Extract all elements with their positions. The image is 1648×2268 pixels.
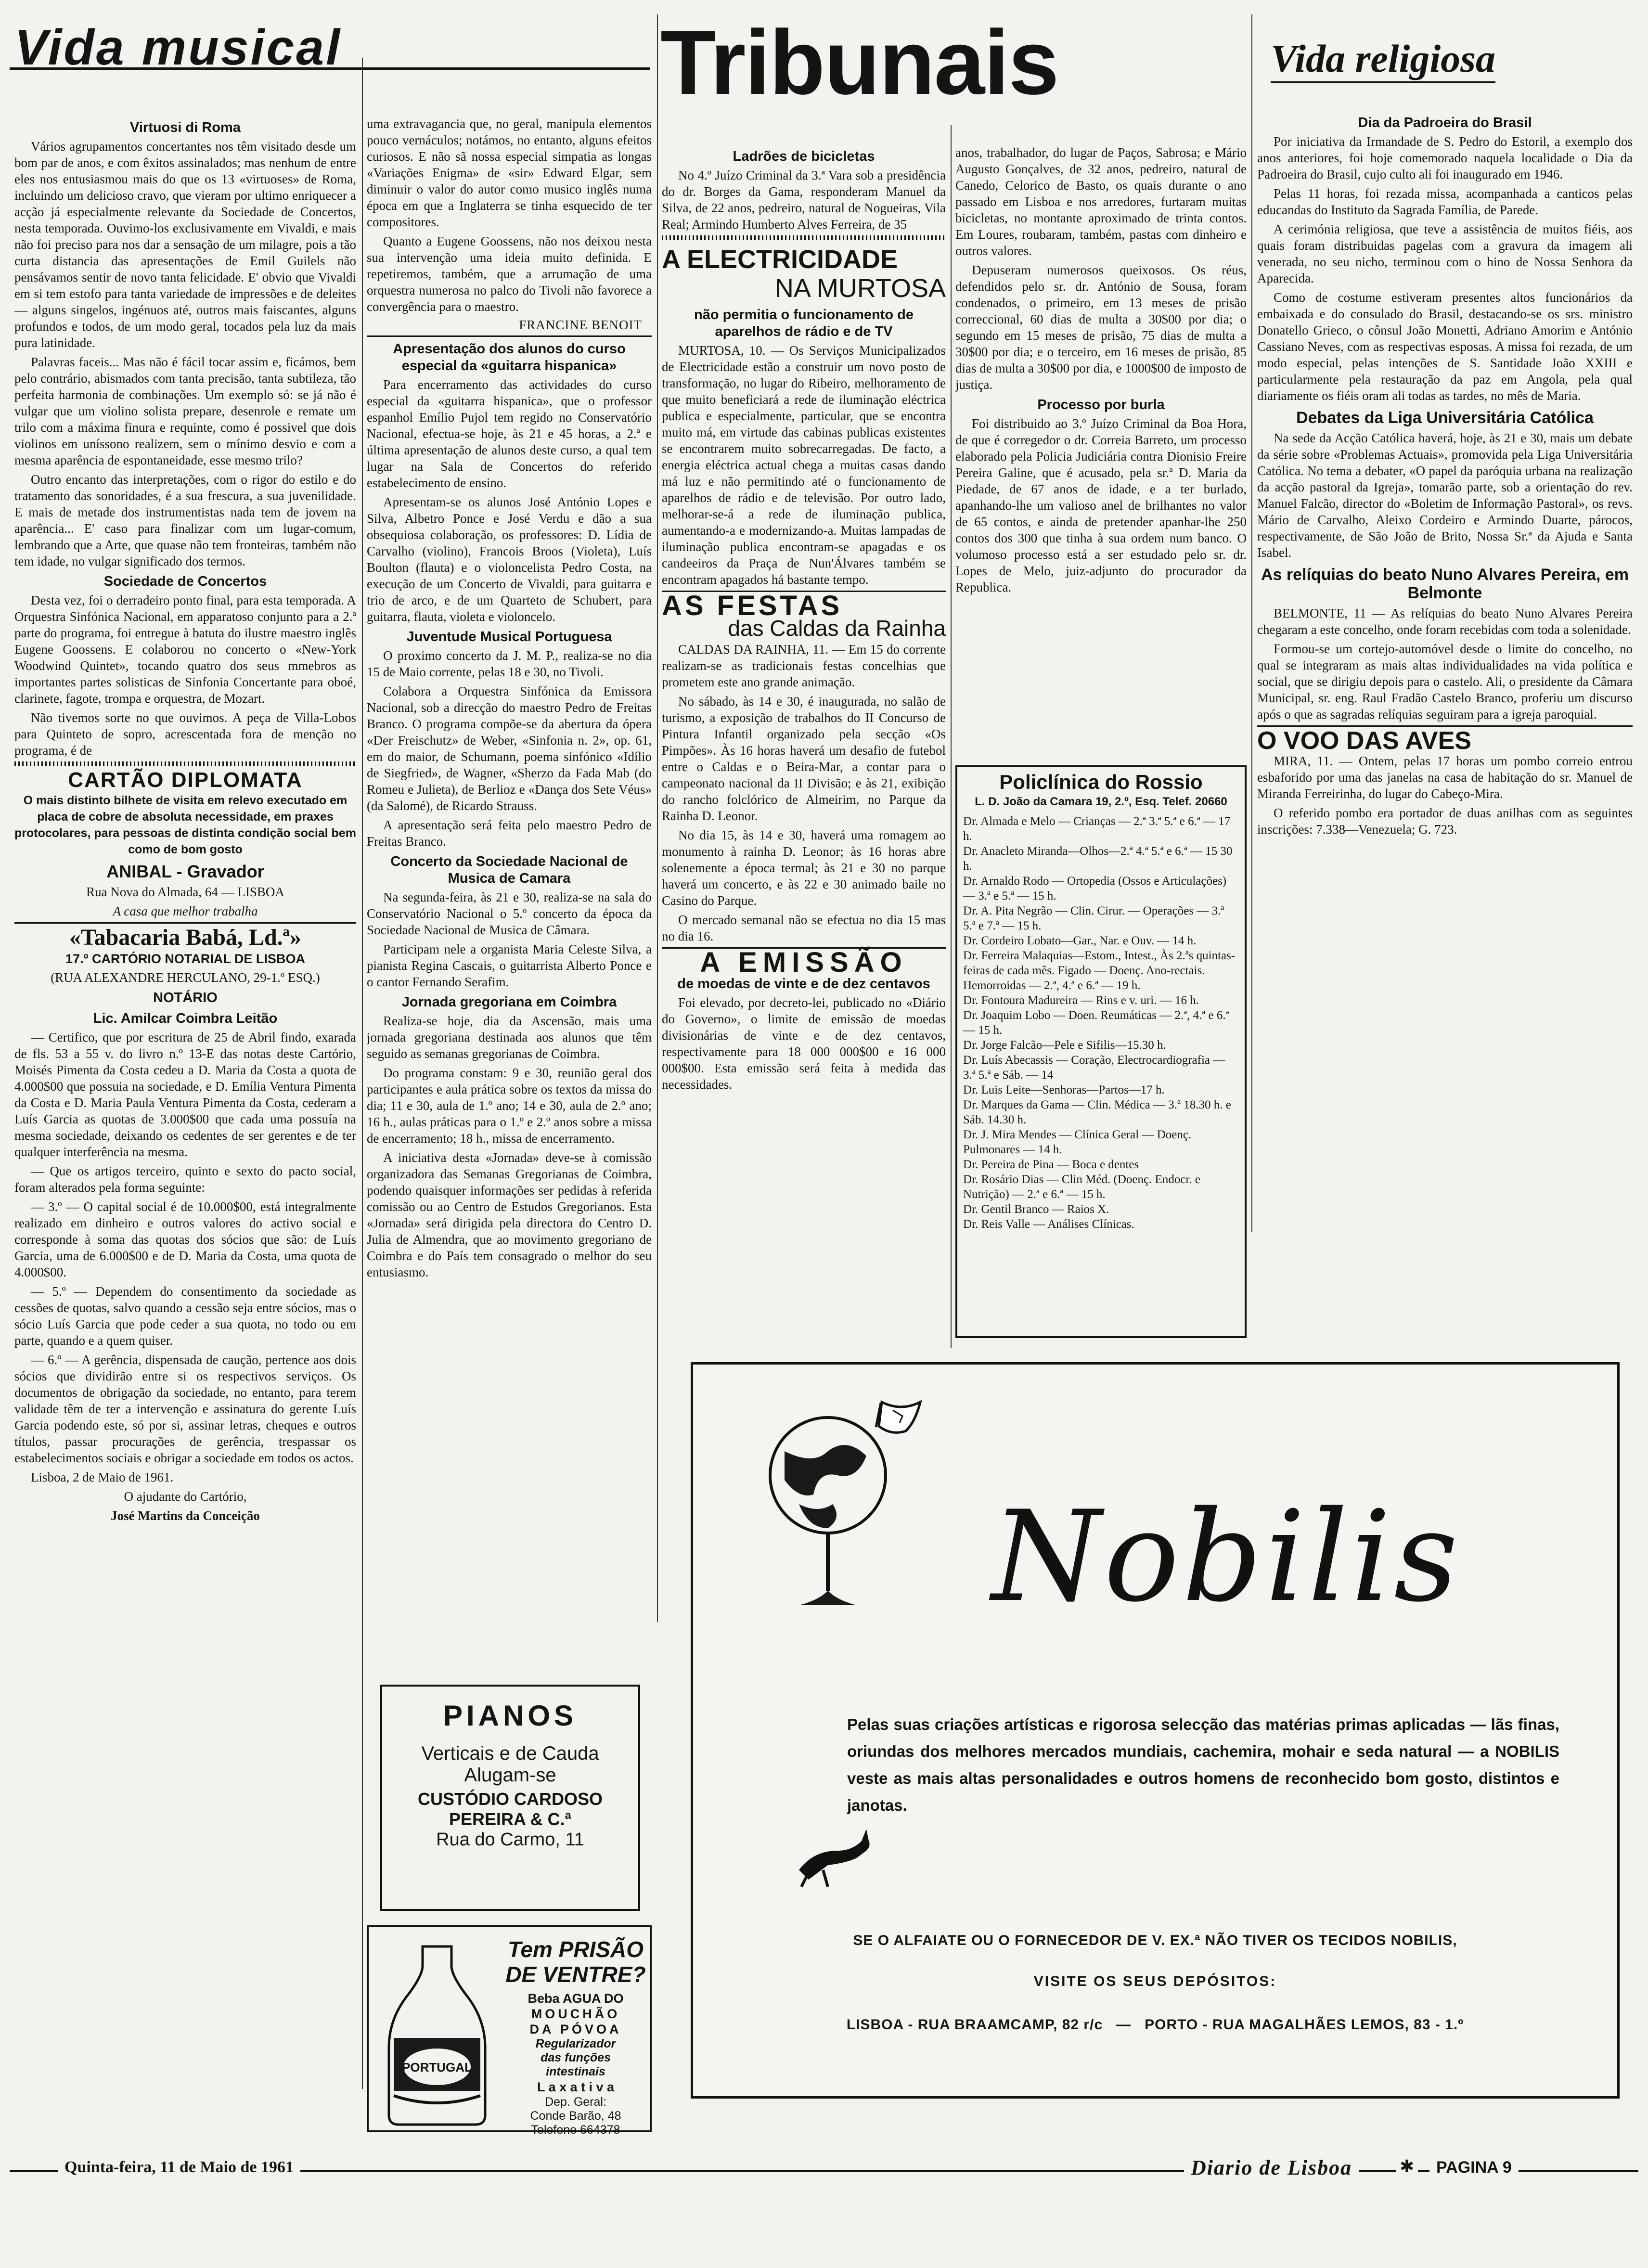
- column-vida-musical-1: [14, 116, 356, 2123]
- paragraph: uma extravagancia que, no geral, manipula elementos pouco vernáculos; notámos, no entanto, alguns efeitos curiosos. E não sã nossa especial simpatia as longas «Variações Enigma» de «sir» Edward Elgar, sem diminuir o valor do autor como musico inglês numa época em que a Inglaterra se tinha esquecido de ter compositores.: [367, 116, 652, 229]
- column-rule: [1251, 14, 1252, 1232]
- paragraph: O mercado semanal não se efectua no dia 15 mas no dia 16.: [662, 913, 946, 943]
- column-rule: [362, 58, 363, 2089]
- paragraph: Foi distribuido ao 3.º Juízo Criminal da Boa Hora, de que é corregedor o dr. Correia Barreto, um processo elaborado pela Policia Judiciária contra Dionisio Freire Pereira Galine, que é acusado, pela sr.ª D. Maria da Piedade, de 67 anos de idade, e a ter burlado, apanhando-lhe um valioso anel de brilhantes no valor de 65 contos, e ainda de pretender apanhar-lhe 250 contos dos 300 que tinha à sua ordem num banco. O volumoso processo está a ser estudado pelo sr. dr. Lopes de Melo, juiz-adjunto do procurador da Republica.: [955, 416, 1247, 594]
- divider: [662, 235, 946, 240]
- heading-jornada: Jornada gregoriana em Coimbra: [401, 994, 617, 1010]
- heading-virtuosi: Virtuosi di Roma: [130, 120, 241, 135]
- ad-agua-line: Regularizador: [535, 2037, 616, 2050]
- paragraph: — Certifico, que por escritura de 25 de Abril findo, exarada de fls. 53 a 55 v. do livro n.º 13-E das notas deste Cartório, Moisés Pimenta da Costa cedeu a D. Maria da Costa a quota de 4.000$00 que possuia na sociedade, e D. Emília Ventura Pimenta da Costa e D. Maria Paula Ventura Pimenta da Costa, cederam a Luís Garcia as quotas de 3.000$00 que cada uma possuía na mesma sociedade, deixando os cedentes de ser gerentes e de ter qualquer interferência na mesma.: [14, 1030, 356, 1159]
- doctor-entry: Dr. Luís Abecassis — Coração, Electrocardiografia — 3.ª 5.ª e Sáb. — 14: [963, 1054, 1225, 1082]
- nobilis-description: Pelas suas criações artísticas e rigorosa selecção das matérias primas aplicadas — lãs finas, oriundas dos melhores mercados mundiais, cachemira, mohair e seda natural — a NOBILIS veste as mais altas personalidades e outros homens de reconhecido bom gosto, distintos e janotas.: [847, 1715, 1559, 1814]
- subheading-emissao: de moedas de vinte e de dez centavos: [677, 976, 930, 992]
- column-rule: [657, 14, 658, 1622]
- paragraph: Realiza-se hoje, dia da Ascensão, mais uma jornada gregoriana destinada aos alunos que têm seguido as semanas gregorianas de Coimbra.: [367, 1014, 652, 1061]
- paragraph: A iniciativa desta «Jornada» deve-se à comissão organizadora das Semanas Gregorianas de Coimbra, podendo quaisquer informações ser pedidas à referida comissão ou ao Centro de Estudos Gregorianos. Esta «Jornada» será dirigida pela directora do Centro D. Julia de Almendra, que ao movimento gregoriano de Coimbra e do País tem consagrado o melhor do seu entusiasmo.: [367, 1150, 652, 1279]
- ad-pianos-line: CUSTÓDIO CARDOSO: [417, 1789, 603, 1809]
- doctor-entry: Dr. Gentil Branco — Raios X.: [963, 1203, 1109, 1216]
- column-vida-religiosa: [1257, 111, 1633, 1232]
- paragraph: Depuseram numerosos queixosos. Os réus, defendidos pelo sr. dr. António de Sousa, foram condenados, o primeiro, em 13 meses de prisão correccional, 60 dias de multa a 30$00 por dia; o segundo em 15 meses de prisão, 75 dias de multa a 30$00 por dia; e o terceiro, em 16 meses de prisão, 85 dias de multa a 30$00 por dia, e 1000$00 de imposto de justiça.: [955, 263, 1247, 392]
- paragraph: Desta vez, foi o derradeiro ponto final, para esta temporada. A Orquestra Sinfónica Nacional, em apparatoso conjunto para a 2.ª parte do programa, foi entregue à batuta do ilustre maestro inglês Eugene Goossens. E colaborou no concerto o «New-York Woodwind Quintet», tocando quatro dos seus mmebros as importantes partes solisticas de Sinfonia Concertante para oboé, clarinete, fagote, trompa e orquestra, de Mozart.: [14, 593, 356, 706]
- doctor-list: [963, 814, 1239, 1232]
- paragraph: Vários agrupamentos concertantes nos têm visitado desde um bom par de anos, e com êxitos assinalados; mas nenhum de entre eles nos entusiasmou mais do que os 13 «virtuoses» de Roma, incluindo um delicioso cravo, que vieram por ultimo enriquecer a acção já especialmente relevante da Sociedade de Concertos, nesta temporada. Ouvimo-los exclusivamente em Vivaldi, e mais não foi preciso para nos dar a sensação de um milagre, pois a tão curta distancia das apresentações de Emil Guilels não pensávamos sentir de novo tanta felicidade. E' obvio que Vivaldi em si tem estofo para tanta variedade de impressões e de deleites — alguns singelos, ingénuos até, outros mais faiscantes, alguns profundos e todos, de um modo geral, tocados pela luz da mais pura latinidade.: [14, 139, 356, 350]
- ad-body: O mais distinto bilhete de visita em relevo executado em placa de cobre de absoluta necessidade, em praxes protocolares, para pessoas de distinta condição social bem como de bom gosto: [14, 794, 356, 856]
- ad-pianos-line: Alugam-se: [464, 1765, 556, 1786]
- column-tribunais-2: [955, 144, 1247, 760]
- divider: [367, 335, 652, 337]
- heading-festas: AS FESTAS: [662, 590, 843, 621]
- ad-cartao-diplomata: [14, 768, 356, 919]
- paragraph: — 6.º — A gerência, dispensada de caução, pertence aos dois sócios que dividirão entre si os respectivos serviços. Os documentos de obrigação da sociedade, no entanto, para terem validade têm de ter a intervenção e assinatura do gerente Luís Garcia podendo este, só por si, assinar letras, cheques e outros títulos, passar procurações de gerência, trespassar os estabelecimentos sociais e obrigar a sociedade em todos os actos.: [14, 1353, 356, 1465]
- nobilis-line: SE O ALFAIATE OU O FORNECEDOR DE V. EX.ª NÃO TIVER OS TECIDOS NOBILIS,: [853, 1933, 1457, 1948]
- heading-sociedade-camara: Concerto da Sociedade Nacional de Musica de Camara: [390, 854, 628, 886]
- doctor-entry: Dr. Luis Leite—Senhoras—Partos—17 h.: [963, 1083, 1165, 1096]
- notice-signature: José Martins da Conceição: [111, 1508, 260, 1523]
- doctor-entry: Dr. Cordeiro Lobato—Gar., Nar. e Ouv. — 14 h.: [963, 934, 1197, 947]
- ad-name: ANIBAL - Gravador: [106, 862, 264, 881]
- ad-agua-line: Telefone 664378: [531, 2123, 620, 2137]
- ad-agua-line: Beba AGUA DO: [528, 1991, 624, 2006]
- paragraph: Do programa constam: 9 e 30, reunião geral dos participantes e aula prática sobre os textos da missa do dia; 11 e 30, aula de 1.º ano; 14 e 30, aula de 2.º ano; 16 h., aulas práticas para o 1.º e 2.º anos sobre a missa de encerramento; 18 h., missa de encerramento.: [367, 1066, 652, 1146]
- ad-pianos-line: Rua do Carmo, 11: [436, 1830, 584, 1850]
- masthead-vida-religiosa: Vida religiosa: [1271, 36, 1495, 83]
- paragraph: No dia 15, às 14 e 30, haverá uma romagem ao monumento à rainha D. Leonor; às 16 horas abre solenemente a época termal; às 21 e 30 no parque haverá um concerto, e às 22 e 30 animado baile no Casino do Parque.: [662, 828, 946, 908]
- paragraph: A apresentação será feita pelo maestro Pedro de Freitas Branco.: [367, 818, 652, 849]
- paragraph: MURTOSA, 10. — Os Serviços Municipalizados de Electricidade estão a construir um novo posto de transformação, no lugar do Ribeiro, melhoramento de que muito beneficiará a rede de iluminação eléctrica publica e especialmente, particular, que se encontra muito má, em virtude das cabinas publicas existentes se encontrarem muito sobrecarregadas. De facto, a energia eléctrica actual chega a muitas casas dando má luz e não permitindo até o funcionamento de aparelhos de rádio e de televisão. Por outro lado, melhorar-se-á a rede de iluminação publica, aumentando-a e modernizando-a. Muitas lampadas de iluminação publica encontram-se apagadas e os candeeiros da Praça de Nun'Álvares também se encontram apagados há bastante tempo.: [662, 343, 946, 587]
- paragraph: Na segunda-feira, às 21 e 30, realiza-se na sala do Conservatório Nacional o 5.º concerto da época da Sociedade Nacional de Musica de Câmara.: [367, 890, 652, 937]
- ad-agua-line: das funções: [541, 2051, 611, 2064]
- heading-juventude: Juventude Musical Portuguesa: [406, 629, 612, 644]
- footer-date: Quinta-feira, 11 de Maio de 1961: [58, 2158, 300, 2177]
- paragraph: No 4.º Juízo Criminal da 3.ª Vara sob a presidência do dr. Borges da Gama, responderam Manuel da Silva, de 22 anos, pedreiro, natural de Nogueiras, Vila Real; Armindo Humberto Alves Ferreira, de 35: [662, 168, 946, 232]
- ad-agua-mouchao: [367, 1925, 652, 2137]
- divider: [14, 922, 356, 924]
- paragraph: Participam nele a organista Maria Celeste Silva, a pianista Regina Cascais, o guitarrista Alberto Ponce e o cantor Fernando Serafim.: [367, 942, 652, 989]
- notice-title: «Tabacaria Babá, Ld.ª»: [69, 925, 302, 950]
- paragraph: O referido pombo era portador de duas anilhas com as seguintes inscrições: 7.338—Venezuela; G. 723.: [1257, 806, 1633, 837]
- ad-agua-title: Tem PRISÃO: [507, 1937, 644, 1962]
- doctor-entry: Dr. Reis Valle — Análises Clínicas.: [963, 1218, 1134, 1231]
- doctor-entry: Dr. Arnaldo Rodo — Ortopedia (Ossos e Articulações) — 3.ª e 5.ª — 15 h.: [963, 875, 1227, 902]
- ad-policlinica-title: Policlínica do Rossio: [999, 771, 1203, 793]
- paragraph: — 3.º — O capital social é de 10.000$00, está integralmente realizado em dinheiro e outros valores do activo social e corresponde à soma das quotas dos sócios que são: de Luís Garcia, uma de 6.000$00 e de D. Maria da Costa, uma quota de 4.000$00.: [14, 1199, 356, 1279]
- ad-agua-title: DE VENTRE?: [505, 1962, 646, 1987]
- footer-paper-name: Diario de Lisboa: [1184, 2155, 1359, 2180]
- doctor-entry: Dr. Fontoura Madureira — Rins e v. uri. — 16 h.: [963, 994, 1199, 1007]
- paragraph: — 5.º — Dependem do consentimento da sociedade as cessões de quotas, salvo quando a cessão seja entre sócios, mas o sócio Luís Garcia que pode ceder a sua quota, no todo ou em parte, quando e a quem quiser.: [14, 1284, 356, 1348]
- paragraph: A cerimónia religiosa, que teve a assistência de muitos fiéis, aos quais foram distribuidas pagelas com a gravura da imagem ali venerada, no seu nicho, terminou com o hino de Nossa Senhora da Aparecida.: [1257, 222, 1633, 285]
- divider: [14, 761, 356, 766]
- nobilis-logo: Nobilis: [991, 1484, 1461, 1630]
- ad-agua-line: DA PÓVOA: [529, 2022, 622, 2036]
- heading-burla: Processo por burla: [1037, 397, 1165, 412]
- footer-star-icon: ✱: [1396, 2156, 1418, 2177]
- ad-agua-line: L a x a t i v a: [537, 2080, 615, 2094]
- heading-debates: Debates da Liga Universitária Católica: [1296, 409, 1594, 427]
- heading-murtosa: NA MURTOSA: [774, 274, 946, 303]
- heading-electricidade: A ELECTRICIDADE: [662, 245, 898, 274]
- ad-agua-line: Conde Barão, 48: [530, 2109, 621, 2123]
- paragraph: Palavras faceis... Mas não é fácil tocar assim e, ficámos, bem pelo contrário, abismados com tanta precisão, tanta subtileza, tão perfeita harmonia de combinações. Um exemplo só: se já não é vulgar que um violino solista prepare, desenrole e remate um trilo com a máxima finura e requinte, como é possivel que dois violinos em uníssono realizem, sem o mínimo desvio e com a mesma aparência de espontaneidade, esse mesmo trilo?: [14, 355, 356, 467]
- masthead-vida-musical: Vida musical: [14, 20, 342, 76]
- doctor-entry: Dr. Marques da Gama — Clin. Médica — 3.ª 18.30 h. e Sáb. 14.30 h.: [963, 1098, 1231, 1126]
- column-tribunais-1: [662, 144, 946, 1338]
- heading-sociedade-concertos: Sociedade de Concertos: [103, 574, 267, 589]
- paragraph: BELMONTE, 11 — As relíquias do beato Nuno Alvares Pereira chegaram a este concelho, onde foram recebidas com toda a solenidade.: [1257, 606, 1633, 637]
- ad-agua-line: MOUCHÃO: [531, 2007, 620, 2021]
- masthead-tribunais: Tribunais: [660, 12, 1058, 114]
- bottle-illustration: [374, 1942, 500, 2129]
- ad-agua-line: intestinais: [546, 2065, 605, 2078]
- heading-ladroes: Ladrões de bicicletas: [733, 149, 875, 164]
- ad-nobilis: [691, 1362, 1620, 2099]
- bottle-label: PORTUGAL: [402, 2060, 472, 2075]
- author-signature: FRANCINE BENOIT: [519, 318, 642, 332]
- paragraph: No sábado, às 14 e 30, é inaugurada, no salão de turismo, a exposição de trabalhos do II Concurso de Pintura Infantil organizado pela secção «Os Pimpões». Às 16 horas haverá um desafio de futebol entre o Caldas e o Beira-Mar, a contar para o campeonato nacional da II Divisão; e às 21, exibição do rancho folclórico de Almeirim, no Parque da Rainha D. Leonor.: [662, 694, 946, 823]
- footer-page-number: PAGINA 9: [1429, 2158, 1519, 2177]
- ad-tagline: A casa que melhor trabalha: [113, 904, 258, 918]
- paragraph: O proximo concerto da J. M. P., realiza-se no dia 15 de Maio corrente, pelas 18 e 30, no Tivoli.: [367, 648, 652, 679]
- column-rule: [951, 125, 952, 1348]
- ad-pianos-title: PIANOS: [443, 1700, 578, 1732]
- doctor-entry: Dr. Jorge Falcão—Pele e Sifilis—15.30 h.: [963, 1039, 1166, 1052]
- ad-pianos-line: PEREIRA & C.ª: [449, 1809, 572, 1829]
- heading-caldas: das Caldas da Rainha: [728, 616, 946, 641]
- masthead-rule-left: [10, 67, 650, 70]
- paragraph: Formou-se um cortejo-automóvel desde o limite do concelho, no qual se integraram as mais altas individualidades na vida política e social, que se dirigiu depois para o castelo. Ali, o presidente da Câmara Municipal, sr. eng. Raul Fradão Castelo Branco, proferiu um discurso após o que as sagradas relíquias seguiram para a igreja paroquial.: [1257, 642, 1633, 722]
- doctor-entry: Dr. Joaquim Lobo — Doen. Reumáticas — 2.ª, 4.ª e 6.ª — 15 h.: [963, 1009, 1229, 1037]
- heading-reliquias: As relíquias do beato Nuno Alvares Pereira, em Belmonte: [1261, 566, 1629, 602]
- paragraph: Na sede da Acção Católica haverá, hoje, às 21 e 30, mais um debate da série sobre «Problemas Actuais», promovida pela Liga Universitária Católica. No tema a debater, «O papel da paróquia urbana na realização da acção pastoral da Igreja», tomarão parte, sob a orientação do rev. Manuel Falcão, director do «Boletim de Informação Pastoral», os revs. Mário de Carvalho, Aleixo Cordeiro e Armindo Duarte, párocos, respectivamente, de São João de Brito, Nossa Sr.ª da Ajuda e Santa Isabel.: [1257, 431, 1633, 560]
- paragraph: Foi elevado, por decreto-lei, publicado no «Diário do Governo», o limite de emissão de moedas divisionárias de vinte e de dez centavos, respectivamente para 18 000 000$00 e 16 000 000$00. Esta emissão será feita à medida das necessidades.: [662, 995, 946, 1092]
- notice-ajudante: O ajudante do Cartório,: [124, 1489, 247, 1504]
- heading-voo-aves: O VOO DAS AVES: [1257, 727, 1471, 755]
- doctor-entry: Dr. Anacleto Miranda—Olhos—2.ª 4.ª 5.ª e 6.ª — 15 30 h.: [963, 845, 1233, 873]
- nobilis-line: VISITE OS SEUS DEPÓSITOS:: [1033, 1973, 1277, 1989]
- notice-rua: (RUA ALEXANDRE HERCULANO, 29-1.º ESQ.): [51, 970, 320, 985]
- nobilis-addresses: LISBOA - RUA BRAAMCAMP, 82 r/c — PORTO - RUA MAGALHÃES LEMOS, 83 - 1.º: [846, 2017, 1464, 2033]
- paragraph: CALDAS DA RAINHA, 11. — Em 15 do corrente realizam-se as tradicionais festas concelhias que prometem este ano grande animação.: [662, 642, 946, 689]
- doctor-entry: Dr. Almada e Melo — Crianças — 2.ª 3.ª 5.ª e 6.ª — 17 h.: [963, 815, 1231, 843]
- notice-cartorio: 17.º CARTÓRIO NOTARIAL DE LISBOA: [65, 952, 305, 966]
- ad-agua-line: Dep. Geral:: [545, 2095, 606, 2109]
- notice-notario: NOTÁRIO: [153, 990, 218, 1005]
- heading-emissao: A EMISSÃO: [700, 947, 908, 978]
- doctor-entry: Dr. A. Pita Negrão — Clin. Cirur. — Operações — 3.ª 5.ª e 7.ª — 15 h.: [963, 904, 1224, 932]
- notice-tabacaria: [14, 925, 356, 1524]
- paragraph: MIRA, 11. — Ontem, pelas 17 horas um pombo correio entrou esbaforido por uma das janelas na casa de habitação do sr. Manuel de Miranda Ferreirinha, do lugar do Cabeço-Mira.: [1257, 754, 1633, 801]
- subheading-electricidade: não permitia o funcionamento de aparelhos de rádio e de TV: [694, 307, 914, 339]
- ad-address: Rua Nova do Almada, 64 — LISBOA: [86, 885, 284, 899]
- footer: [10, 2156, 1638, 2185]
- heading-guitarra: Apresentação dos alunos do curso especial da «guitarra hispanica»: [393, 341, 626, 374]
- ad-policlinica: [955, 765, 1247, 1338]
- paragraph: Como de costume estiveram presentes altos funcionários da embaixada e do consulado do Brasil, destacando-se os srs. ministro Donatello Grieco, o cônsul João Monetti, Adriano Amorim e António Cassiano Neves, com as respectivas esposas. A missa foi rezada, de um modo especial, pelas intenções de S. Santidade João XXIII e particularmente pela restauração da paz em Angola, pela qual diariamente os fiéis oram ali todas as tardes, no mês de Maria.: [1257, 290, 1633, 403]
- paragraph: Por iniciativa da Irmandade de S. Pedro do Estoril, a exemplo dos anos anteriores, foi hoje comemorado naquela localidade o Dia da Padroeira do Brasil, cujo culto ali foi inaugurado em 1946.: [1257, 134, 1633, 181]
- ad-pianos: [380, 1685, 640, 1911]
- antelope-icon: [789, 1827, 881, 1889]
- notice-lic: Lic. Amilcar Coimbra Leitão: [93, 1011, 278, 1026]
- paragraph: Não tivemos sorte no que ouvimos. A peça de Villa-Lobos para Quinteto de sopro, acrescentada fora de menção no programa, é de: [14, 710, 356, 758]
- paragraph: Pelas 11 horas, foi rezada missa, acompanhada a canticos pelas educandas do Instituto da Sagrada Família, de Parede.: [1257, 186, 1633, 217]
- paragraph: Outro encanto das interpretações, com o rigor do estilo e do tratamento das sonoridades, é a sua frescura, a sua juvenilidade. E mais de metade dos instrumentistas nada tem de jovem na aparência... E' caso para finalizar com um lugar-comum, lembrando que a Arte, que quase não tem fronteiras, também não tem idade, no vulgar significado dos termos.: [14, 472, 356, 568]
- heading-padroeira: Dia da Padroeira do Brasil: [1358, 115, 1532, 130]
- paragraph: Apresentam-se os alunos José António Lopes e Silva, Albetro Ponce e José Verdu e dão a sua obsequiosa colaboração, os professores: D. Lídia de Carvalho (violino), Francois Broos (Violeta), Luís Boulton (flauta) e o violoncelista Pedro Costa, na execução de um Concerto de Vivaldi, para guitarra e trio de arco, e de um Quarteto de Schubert, para guitarra, flauta, violeta e violoncelo.: [367, 495, 652, 624]
- doctor-entry: Dr. Ferreira Malaquias—Estom., Intest., Às 2.ªs quintas-feiras de cada mês. Figado — Doenç. Ano-rectais. Hemorroidas — 2.ª, 4.ª e 6.ª — 19 h.: [963, 949, 1236, 992]
- doctor-entry: Dr. J. Mira Mendes — Clínica Geral — Doenç. Pulmonares — 14 h.: [963, 1128, 1192, 1156]
- globe-flag-illustration: [756, 1398, 929, 1649]
- ad-pianos-line: Verticais e de Cauda: [421, 1743, 599, 1764]
- doctor-entry: Dr. Rosário Dias — Clin Méd. (Doenç. Endocr. e Nutrição) — 2.ª e 6.ª — 15 h.: [963, 1173, 1200, 1201]
- paragraph: Colabora a Orquestra Sinfónica da Emissora Nacional, sob a direcção do maestro Pedro de Freitas Branco. O programa compõe-se da abertura da ópera «Der Freischutz» de Weber, «Sinfonia n. 2», op. 61, em do maior, de Schumann, poema sinfónico «Idílio de Siegfried», de Wagner, «Sherzo da Fada Mab (do Romeu e Julieta), de Berlioz e «Dança dos Sete Véus» (da Salomé), de Ricardo Strauss.: [367, 684, 652, 813]
- column-vida-musical-2: [367, 116, 652, 1675]
- paragraph: — Que os artigos terceiro, quinto e sexto do pacto social, foram alterados pela forma seguinte:: [14, 1164, 356, 1195]
- paragraph: Quanto a Eugene Goossens, não nos deixou nesta sua intervenção uma ideia muito definida. E repetiremos, também, que a arrumação de uma orquestra numerosa no palco do Tivoli não favorece a convergência para o maestro.: [367, 234, 652, 314]
- ad-title: CARTÃO DIPLOMATA: [68, 768, 303, 792]
- paragraph: anos, trabalhador, do lugar de Paços, Sabrosa; e Mário Augusto Gonçalves, de 32 anos, pedreiro, natural de Canedo, Celorico de Basto, os quais durante o ano passado em Lisboa e nos arredores, furtaram muitas bicicletas, no montante aproximado de trinta contos. Em Loures, roubaram, também, pastas com dinheiro e outros valores.: [955, 145, 1247, 258]
- notice-date: Lisboa, 2 de Maio de 1961.: [31, 1470, 174, 1484]
- ad-policlinica-address: L. D. João da Camara 19, 2.º, Esq. Telef. 20660: [975, 795, 1227, 808]
- paragraph: Para encerramento das actividades do curso especial da «guitarra hispanica», que o professor espanhol Emílio Pujol tem regido no Conservatório Nacional, efectua-se hoje, às 21 e 45 horas, a 2.ª e última apresentação de alunos deste curso, a qual tem lugar na Sala de Concertos do referido estabelecimento de ensino.: [367, 377, 652, 490]
- doctor-entry: Dr. Pereira de Pina — Boca e dentes: [963, 1158, 1139, 1171]
